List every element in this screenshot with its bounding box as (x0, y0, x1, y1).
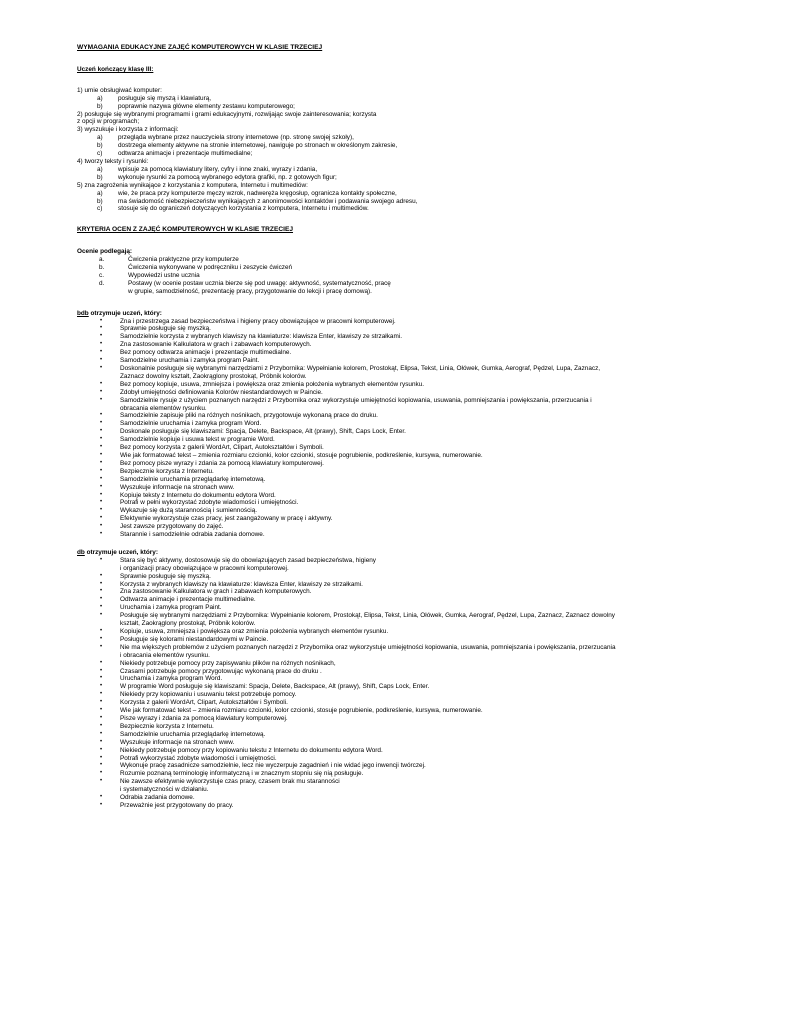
list-item (77, 523, 717, 531)
list-item (77, 341, 717, 349)
list-item-text: Samodzielnie uruchamia przeglądarkę internetową. (120, 475, 266, 483)
bullet-icon: • (100, 746, 103, 753)
list-item (77, 420, 717, 428)
list-item-text: Samodzielnie kopiuje i usuwa tekst w programie Word. (120, 436, 275, 444)
list-item (77, 460, 717, 468)
criteria-item: d. Postawy (w ocenie postaw ucznia bierze się pod uwagę: aktywność, systematyczność, pracę (99, 279, 391, 287)
req-subitem: a) wie, że praca przy komputerze męczy wzrok, nadweręża kręgosłup, ogranicza kontakty społeczne, (97, 189, 397, 197)
list-item-text: Bez pomocy korzysta z galerii WordArt, Clipart, Autokształtów i Symboli. (120, 444, 324, 452)
list-item (77, 452, 717, 460)
list-item (77, 492, 717, 500)
list-item-text: Korzysta z wybranych klawiszy na klawiaturze: klawisza Enter, klawiszy ze strzałkami. (120, 580, 363, 588)
list-item (77, 557, 717, 565)
list-item-text: Wyszukuje informacje na stronach www. (120, 738, 235, 746)
list-item (77, 699, 717, 707)
list-item-text: Bez pomocy kopiuje, usuwa, zmniejsza i powiększa oraz zmienia położenia wybranych elementów rysunku. (120, 380, 425, 388)
list-item-text: Kopiuje teksty z Internetu do dokumentu edytora Word. (120, 491, 276, 499)
list-item-text: Nie zawsze efektywnie wykorzystuje czas pracy, czasem brak mu staranności (120, 778, 340, 786)
list-item (77, 507, 717, 515)
bullet-icon: • (100, 420, 103, 427)
list-item (77, 476, 717, 484)
list-item (77, 596, 717, 604)
req-item: 3) wyszukuje i korzysta z informacji: (77, 126, 179, 134)
list-item-text: Niekiedy przy kopiowaniu i usuwaniu tekst potrzebuje pomocy. (120, 691, 297, 699)
list-item (77, 731, 717, 739)
bullet-icon: • (100, 588, 103, 595)
bullet-icon: • (100, 596, 103, 603)
list-item-text: Wyszukuje informacje na stronach www. (120, 483, 235, 491)
grade-db-list (77, 557, 717, 810)
list-item-text: Potrafi w pełni wykorzystać zdobyte wiadomości i umiejętności. (120, 499, 299, 507)
bullet-icon: • (100, 659, 103, 666)
list-item-text: Wie jak formatować tekst – zmienia rozmiaru czcionki, kolor czcionki, stosuje pogrubienie, podkreślenie, kursywa, numerowanie. (120, 707, 483, 715)
list-item-text: Stara się być aktywny, dostosowuje się do obowiązujących zasad bezpieczeństwa, higieny (120, 556, 376, 564)
list-item-text: Odtwarza animacje i prezentacje multimedialne. (120, 596, 256, 604)
list-item (77, 484, 717, 492)
list-item (77, 436, 717, 444)
bullet-icon: • (100, 778, 103, 785)
list-item (77, 802, 717, 810)
bullet-icon: • (100, 738, 103, 745)
bullet-icon: • (100, 604, 103, 611)
list-item-text: Niekiedy potrzebuje pomocy przy zapisywaniu plików na różnych nośnikach, (120, 659, 336, 667)
bullet-icon: • (100, 475, 103, 482)
list-item-text: Starannie i samodzielnie odrabia zadania domowe. (120, 531, 265, 539)
list-item-text: kształt, Zaokrąglony prostokąt, Próbnik kolorów. (120, 620, 256, 628)
list-item (77, 620, 717, 628)
list-item-text: i systematyczności w działaniu. (120, 786, 209, 794)
list-item (77, 612, 717, 620)
bullet-icon: • (100, 380, 103, 387)
list-item-text: Niekiedy potrzebuje pomocy przy kopiowaniu tekstu z Internetu do dokumentu edytora Word. (120, 746, 383, 754)
list-item (77, 723, 717, 731)
bullet-icon: • (100, 499, 103, 506)
list-item (77, 325, 717, 333)
bullet-icon: • (100, 699, 103, 706)
bullet-icon: • (100, 515, 103, 522)
req-subitem: b) wykonuje rysunki za pomocą wybranego edytora grafiki, np. z gotowych figur; (97, 173, 337, 181)
list-item-text: Korzysta z galerii WordArt, Clipart, Autokształtów i Symboli. (120, 699, 288, 707)
req-subitem: a) posługuje się myszą i klawiaturą, (97, 94, 212, 102)
bullet-icon: • (100, 683, 103, 690)
list-item (77, 683, 717, 691)
list-item-text: Samodzielnie uruchamia przeglądarkę internetową. (120, 730, 266, 738)
list-item (77, 397, 717, 405)
list-item-text: Uruchamia i zamyka program Word. (120, 675, 223, 683)
req-subitem: c) odtwarza animacje i prezentacje multimedialne; (97, 150, 253, 158)
list-item (77, 581, 717, 589)
list-item-text: Bezpiecznie korzysta z Internetu. (120, 467, 214, 475)
list-item (77, 636, 717, 644)
criteria-item: a. Ćwiczenia praktyczne przy komputerze (99, 256, 239, 264)
list-item (77, 349, 717, 357)
list-item (77, 499, 717, 507)
list-item (77, 675, 717, 683)
list-item-text: Bez pomocy odtwarza animacje i prezentacje multimedialne. (120, 349, 292, 357)
list-item (77, 691, 717, 699)
bullet-icon: • (100, 531, 103, 538)
list-item-text: Uruchamia i zamyka program Paint. (120, 604, 222, 612)
list-item (77, 531, 717, 539)
list-item (77, 515, 717, 523)
bullet-icon: • (100, 722, 103, 729)
list-item (77, 715, 717, 723)
list-item-text: Sprawnie posługuje się myszką. (120, 572, 211, 580)
bullet-icon: • (100, 357, 103, 364)
list-item (77, 373, 717, 381)
bullet-icon: • (100, 714, 103, 721)
list-item (77, 668, 717, 676)
list-item-text: Kopiuje, usuwa, zmniejsza i powiększa oraz zmienia położenia wybranych elementów rysunku. (120, 628, 389, 635)
criteria-item-cont: w grupie, samodzielność, prezentację pracy, przygotowanie do lekcji i pracę domową). (128, 287, 372, 295)
bullet-icon: • (100, 333, 103, 340)
req-item: 4) tworzy teksty i rysunki: (77, 157, 149, 165)
req-item-cont: z opcji w programach; (77, 118, 140, 126)
list-item-text: Efektywnie wykorzystuje czas pracy, jest zaangażowany w pracę i aktywny. (120, 515, 333, 523)
bullet-icon: • (100, 754, 103, 761)
list-item-text: Samodzielnie zapisuje pliki na różnych nośnikach, przygotowuje wykonaną prace do druku. (120, 412, 378, 420)
bullet-icon: • (100, 628, 103, 634)
list-item (77, 628, 717, 636)
list-item (77, 444, 717, 452)
req-item: 2) posługuje się wybranymi programami i grami edukacyjnymi, rozwijając swoje zainteresowania; korzysta (77, 110, 377, 118)
list-item-text: Samodzielne uruchamia i zamyka program Paint. (120, 357, 260, 365)
list-item-text: Samodzielnie uruchamia i zamyka program Word. (120, 420, 262, 428)
list-item-text: Zna i przestrzega zasad bezpieczeństwa i higieny pracy obowiązujące w pracowni komputerowej. (120, 317, 396, 325)
list-item (77, 588, 717, 596)
bullet-icon: • (100, 691, 103, 698)
bullet-icon: • (100, 507, 103, 514)
list-item (77, 770, 717, 778)
list-item (77, 405, 717, 413)
bullet-icon: • (100, 730, 103, 737)
list-item-text: obracania elementów rysunku. (120, 404, 207, 412)
bullet-icon: • (100, 451, 103, 458)
list-item-text: Potrafi wykorzystać zdobyte wiadomości i umiejętności. (120, 754, 277, 762)
list-item (77, 604, 717, 612)
grade-db-heading: db otrzymuje uczeń, który: (77, 548, 158, 556)
list-item (77, 428, 717, 436)
section1-heading: Uczeń kończący klasę III: (77, 65, 154, 73)
list-item (77, 786, 717, 794)
list-item (77, 755, 717, 763)
list-item (77, 778, 717, 786)
bullet-icon: • (100, 365, 103, 371)
list-item (77, 573, 717, 581)
list-item-text: Zna zastosowanie Kalkulatora w grach i zabawach komputerowych. (120, 341, 312, 349)
list-item-text: W programie Word posługuje się klawiszami: Spacja, Delete, Backspace, Alt (prawy), Shift, Caps Lock, Enter. (120, 683, 430, 691)
list-item-text: Doskonalnie posługuje się wybranymi narzędziami z Przybornika: Wypełnianie kolorem, Prostokąt, Elipsa, Tekst, Linia, Ołówek, Gumka, Aerograf, Pędzel, Lupa, Zaznacz, (120, 365, 601, 372)
list-item (77, 660, 717, 668)
list-item-text: Wykonuje pracę zasadnicze samodzielnie, lecz nie wyczerpuje zagadnień i nie widać jego inwencji twórczej. (120, 762, 426, 770)
list-item (77, 652, 717, 660)
list-item (77, 333, 717, 341)
req-subitem: b) ma świadomość niebezpieczeństw wynikających z anonimowości kontaktów i podawania swojego adresu, (97, 197, 418, 205)
req-item: 5) zna zagrożenia wynikające z korzystania z komputera, Internetu i multimediów: (77, 181, 308, 189)
list-item (77, 468, 717, 476)
grade-bdb-list (77, 318, 717, 539)
list-item-text: Posługuje się kolorami niestandardowymi w Paincie. (120, 635, 269, 643)
bullet-icon: • (100, 341, 103, 348)
list-item (77, 318, 717, 326)
list-item-text: Odrabia zadania domowe. (120, 794, 195, 802)
list-item (77, 412, 717, 420)
list-item (77, 747, 717, 755)
bullet-icon: • (100, 317, 103, 324)
list-item-text: Samodzielnie korzysta z wybranych klawiszy na klawiaturze: klawisza Enter, klawiszy ze strzałkami. (120, 333, 402, 341)
document-title: WYMAGANIA EDUKACYJNE ZAJĘĆ KOMPUTEROWYCH W KLASIE TRZECIEJ (77, 44, 323, 51)
list-item-text: Zaznacz dowolny kształt, Zaokrąglony prostokąt, Próbnik kolorów. (120, 372, 307, 380)
bullet-icon: • (100, 612, 103, 619)
bullet-icon: • (100, 444, 103, 451)
bullet-icon: • (100, 436, 103, 443)
list-item-text: Pisze wyrazy i zdania za pomocą klawiatury komputerowej. (120, 714, 288, 722)
bullet-icon: • (100, 459, 103, 466)
grade-bdb-heading: bdb otrzymuje uczeń, który: (77, 309, 162, 317)
bullet-icon: • (100, 762, 103, 769)
bullet-icon: • (100, 707, 103, 714)
criteria-heading: Ocenie podlegają: (77, 248, 133, 256)
list-item-text: Zna zastosowanie Kalkulatora w grach i zabawach komputerowych. (120, 588, 312, 596)
list-item-text: Nie ma większych problemów z użyciem poznanych narzędzi z Przybornika oraz wykorzystuje umiejętności kopiowania, usuwania, pomniejszania i powiększania, przerzucania (120, 643, 616, 651)
bullet-icon: • (100, 635, 103, 642)
bullet-icon: • (100, 643, 103, 650)
list-item-text: Rozumie poznaną terminologię informatyczną i w znacznym stopniu się nią posługuje. (120, 770, 364, 778)
req-subitem: a) wpisuje za pomocą klawiatury litery, cyfry i inne znaki, wyrazy i zdania, (97, 165, 318, 173)
list-item (77, 357, 717, 365)
bullet-icon: • (100, 675, 103, 682)
list-item-text: i organizacji pracy obowiązujące w pracowni komputerowej. (120, 564, 289, 572)
list-item (77, 762, 717, 770)
req-subitem: b) dostrzega elementy aktywne na stronie internetowej, nawiguje po stronach w określonym zakresie, (97, 142, 398, 150)
list-item-text: Przeważnie jest przygotowany do pracy. (120, 801, 234, 809)
bullet-icon: • (100, 412, 103, 419)
list-item-text: Wie jak formatować tekst – zmienia rozmiaru czcionki, kolor czcionki, stosuje pogrubienie, podkreślenie, kursywa, numerowanie. (120, 451, 483, 459)
criteria-list (77, 256, 717, 296)
bullet-icon: • (100, 556, 103, 563)
list-item-text: Czasami potrzebuje pomocy przygotowując wykonaną prace do druku . (120, 667, 322, 675)
bullet-icon: • (100, 467, 103, 474)
list-item-text: Doskonale posługuje się klawiszami: Spacja, Delete, Backspace, Alt (prawy), Shift, Caps Lock, Enter. (120, 428, 406, 436)
list-item-text: Posługuje się wybranymi narzędziami z Przybornika: Wypełnianie kolorem, Prostokąt, Elipsa, Tekst, Linia, Ołówek, Gumka, Aerograf, Pędzel, Lupa, Zaznacz, Zaznacz dowolny (120, 612, 615, 620)
list-item (77, 794, 717, 802)
list-item (77, 389, 717, 397)
list-item (77, 381, 717, 389)
list-item-text: Samodzielnie rysuje z użyciem poznanych narzędzi z Przybornika oraz wykorzystuje umiejętności kopiowania, usuwania, pomniejszania i powiększania, przerzucania i (120, 396, 592, 404)
list-item-text: i obracania elementów rysunku. (120, 651, 210, 659)
list-item (77, 365, 717, 373)
bullet-icon: • (100, 491, 103, 498)
list-item-text: Bezpiecznie korzysta z Internetu. (120, 722, 214, 730)
bullet-icon: • (100, 483, 103, 490)
bullet-icon: • (100, 349, 103, 356)
bullet-icon: • (100, 523, 103, 530)
bullet-icon: • (100, 580, 103, 587)
list-item (77, 565, 717, 573)
list-item-text: Sprawnie posługuje się myszką. (120, 325, 211, 333)
bullet-icon: • (100, 428, 103, 435)
req-item: 1) umie obsługiwać komputer: (77, 86, 162, 94)
bullet-icon: • (100, 572, 103, 579)
list-item-text: Jest zawsze przygotowany do zajęć. (120, 523, 224, 531)
bullet-icon: • (100, 794, 103, 801)
criteria-item: c. Wypowiedzi ustne ucznia (99, 271, 200, 279)
req-subitem: c) stosuje się do ograniczeń dotyczących korzystania z komputera, Internetu i multimediów. (97, 205, 369, 213)
section2-heading: KRYTERIA OCEN Z ZAJĘĆ KOMPUTEROWYCH W KLASIE TRZECIEJ (77, 226, 294, 234)
list-item-text: Bez pomocy pisze wyrazy i zdania za pomocą klawiatury komputerowej. (120, 459, 324, 467)
bullet-icon: • (100, 388, 103, 395)
list-item (77, 707, 717, 715)
req-subitem: b) poprawnie nazywa główne elementy zestawu komputerowego; (97, 102, 295, 110)
document-page (77, 44, 717, 810)
bullet-icon: • (100, 325, 103, 332)
bullet-icon: • (100, 396, 103, 403)
bullet-icon: • (100, 770, 103, 777)
bullet-icon: • (100, 667, 103, 674)
requirements-list (77, 87, 717, 214)
list-item-text: Wykazuje się dużą starannością i sumiennością. (120, 507, 258, 515)
req-subitem: a) przegląda wybrane przez nauczyciela strony internetowe (np. stronę swojej szkoły), (97, 134, 354, 142)
criteria-item: b. Ćwiczenia wykonywane w podręczniku i zeszycie ćwiczeń (99, 264, 293, 272)
list-item-text: Zdobył umiejętności definiowania Kolorów niestandardowych w Paincie. (120, 388, 323, 396)
list-item (77, 644, 717, 652)
list-item (77, 739, 717, 747)
bullet-icon: • (100, 801, 103, 808)
